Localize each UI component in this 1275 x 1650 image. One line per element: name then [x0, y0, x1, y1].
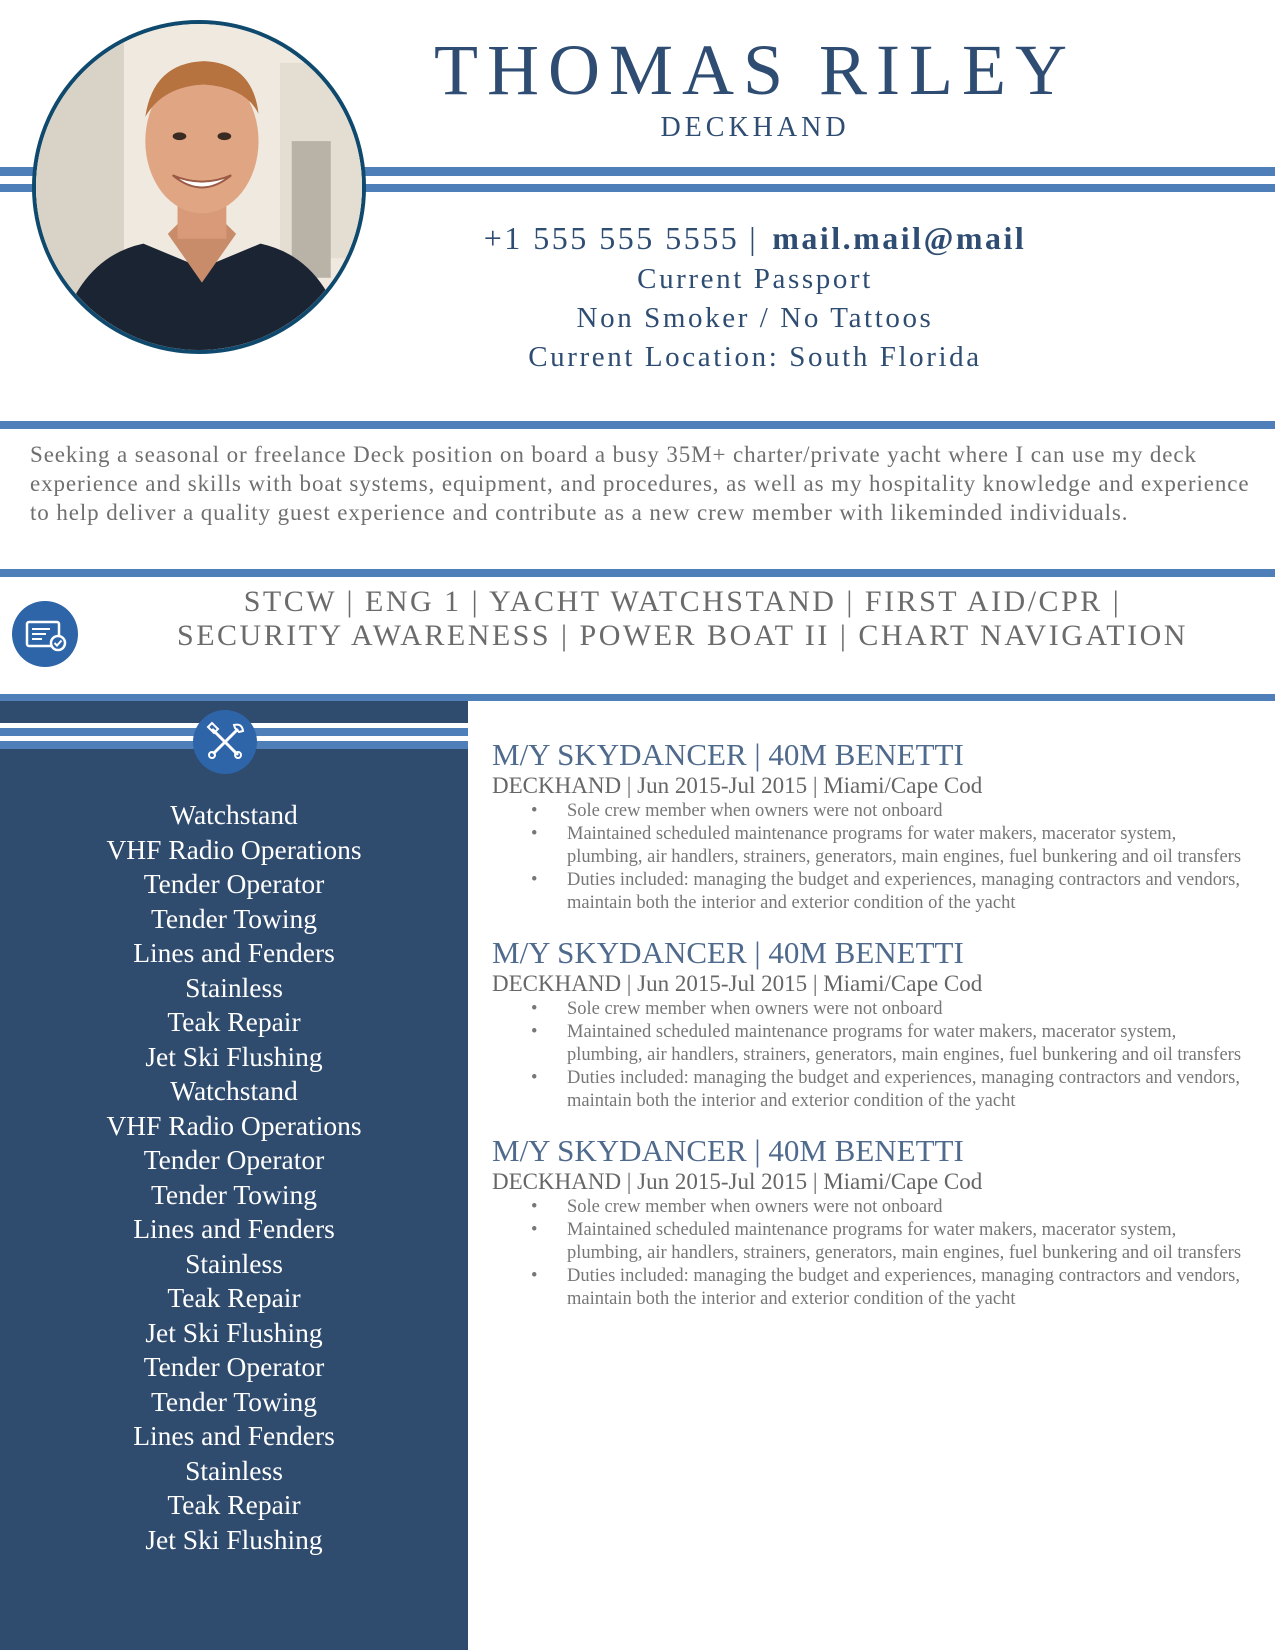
skill-item: VHF Radio Operations — [106, 1109, 362, 1141]
job-vessel: M/Y SKYDANCER | 40M BENETTI — [492, 737, 964, 772]
job-meta: DECKHAND | Jun 2015-Jul 2015 | Miami/Cape Cod — [492, 971, 983, 996]
skill-item: Teak Repair — [167, 1006, 301, 1037]
certifications-list — [100, 585, 1265, 653]
candidate-title: DECKHAND — [660, 112, 850, 143]
duty-item: • Duties included: managing the budget and experiences, managing contractors and vendors, maintain both the interior and exterior condition of the yacht — [567, 869, 1252, 915]
skill-item: Stainless — [185, 1247, 283, 1279]
duty-item: • Duties included: managing the budget and experiences, managing contractors and vendors, maintain both the interior and exterior condition of the yacht — [567, 1265, 1252, 1311]
job-entry — [492, 738, 1252, 915]
skill-item: Watchstand — [170, 799, 298, 830]
contact-line — [385, 218, 1125, 258]
skill-item: Jet Ski Flushing — [145, 1523, 323, 1555]
skill-item: Tender Operator — [143, 868, 325, 899]
skill-item: Tender Operator — [143, 1144, 325, 1175]
skill-item: Tender Operator — [143, 1351, 325, 1382]
duty-item: • Duties included: managing the budget and experiences, managing contractors and vendors, maintain both the interior and exterior condition of the yacht — [567, 1067, 1252, 1113]
certifications-line-1: STCW | ENG 1 | YACHT WATCHSTAND | FIRST AID/CPR | — [243, 585, 1122, 618]
duty-item: • Maintained scheduled maintenance programs for water makers, macerator system, plumbing, air handlers, strainers, generators, main engines, fuel bunkering and oil transfers — [567, 1021, 1252, 1067]
job-entry — [492, 936, 1252, 1113]
skill-item: Tender Towing — [151, 1385, 317, 1417]
duty-item: • Sole crew member when owners were not onboard — [567, 800, 1252, 823]
current-location: Current Location: South Florida — [528, 341, 982, 373]
skill-item: Stainless — [185, 1454, 283, 1486]
certifications-stripe — [0, 694, 1275, 701]
duty-item: • Maintained scheduled maintenance programs for water makers, macerator system, plumbing, air handlers, strainers, generators, main engines, fuel bunkering and oil transfers — [567, 1219, 1252, 1265]
smoking-tattoo-status: Non Smoker / No Tattoos — [576, 302, 934, 334]
duty-item: • Sole crew member when owners were not onboard — [567, 998, 1252, 1021]
summary-stripe-bottom — [0, 569, 1275, 577]
job-duties — [492, 1196, 1252, 1311]
job-vessel: M/Y SKYDANCER | 40M BENETTI — [492, 935, 964, 970]
objective-summary: Seeking a seasonal or freelance Deck position on board a busy 35M+ charter/private yacht where I can use my deck experience and skills with boat systems, equipment, and procedures, as well as my hospitality knowledge and experience to help deliver a quality guest experience and contribute as a new crew member with likeminded individuals. — [30, 442, 1250, 525]
profile-photo — [32, 20, 366, 354]
duty-item: • Sole crew member when owners were not onboard — [567, 1196, 1252, 1219]
job-entry — [492, 1134, 1252, 1311]
skills-list — [0, 798, 468, 1557]
candidate-name: THOMAS RILEY — [434, 30, 1076, 110]
summary-stripe-top — [0, 421, 1275, 429]
skill-item: Lines and Fenders — [133, 937, 335, 968]
job-meta: DECKHAND | Jun 2015-Jul 2015 | Miami/Cape Cod — [492, 773, 983, 798]
skill-item: Lines and Fenders — [133, 1213, 335, 1244]
contact-separator: | — [749, 220, 759, 256]
skill-item: Teak Repair — [167, 1489, 301, 1520]
experience-section — [492, 738, 1252, 1332]
tools-icon — [193, 710, 257, 774]
skill-item: Stainless — [185, 971, 283, 1003]
skill-item: Jet Ski Flushing — [145, 1316, 323, 1348]
skill-item: VHF Radio Operations — [106, 833, 362, 865]
skill-item: Watchstand — [170, 1075, 298, 1106]
job-duties — [492, 998, 1252, 1113]
job-vessel: M/Y SKYDANCER | 40M BENETTI — [492, 1133, 964, 1168]
job-meta: DECKHAND | Jun 2015-Jul 2015 | Miami/Cape Cod — [492, 1169, 983, 1194]
job-duties — [492, 800, 1252, 915]
phone-number[interactable]: +1 555 555 5555 — [483, 220, 740, 256]
skill-item: Teak Repair — [167, 1282, 301, 1313]
duty-item: • Maintained scheduled maintenance programs for water makers, macerator system, plumbing, air handlers, strainers, generators, main engines, fuel bunkering and oil transfers — [567, 823, 1252, 869]
skill-item: Tender Towing — [151, 902, 317, 934]
email-address[interactable]: mail.mail@mail — [772, 220, 1027, 256]
skill-item: Tender Towing — [151, 1178, 317, 1210]
passport-status: Current Passport — [637, 263, 873, 295]
certifications-line-2: SECURITY AWARENESS | POWER BOAT II | CHART NAVIGATION — [177, 619, 1188, 652]
certificate-icon — [12, 601, 78, 667]
skill-item: Jet Ski Flushing — [145, 1040, 323, 1072]
portrait-illustration — [36, 24, 362, 350]
skill-item: Lines and Fenders — [133, 1420, 335, 1451]
